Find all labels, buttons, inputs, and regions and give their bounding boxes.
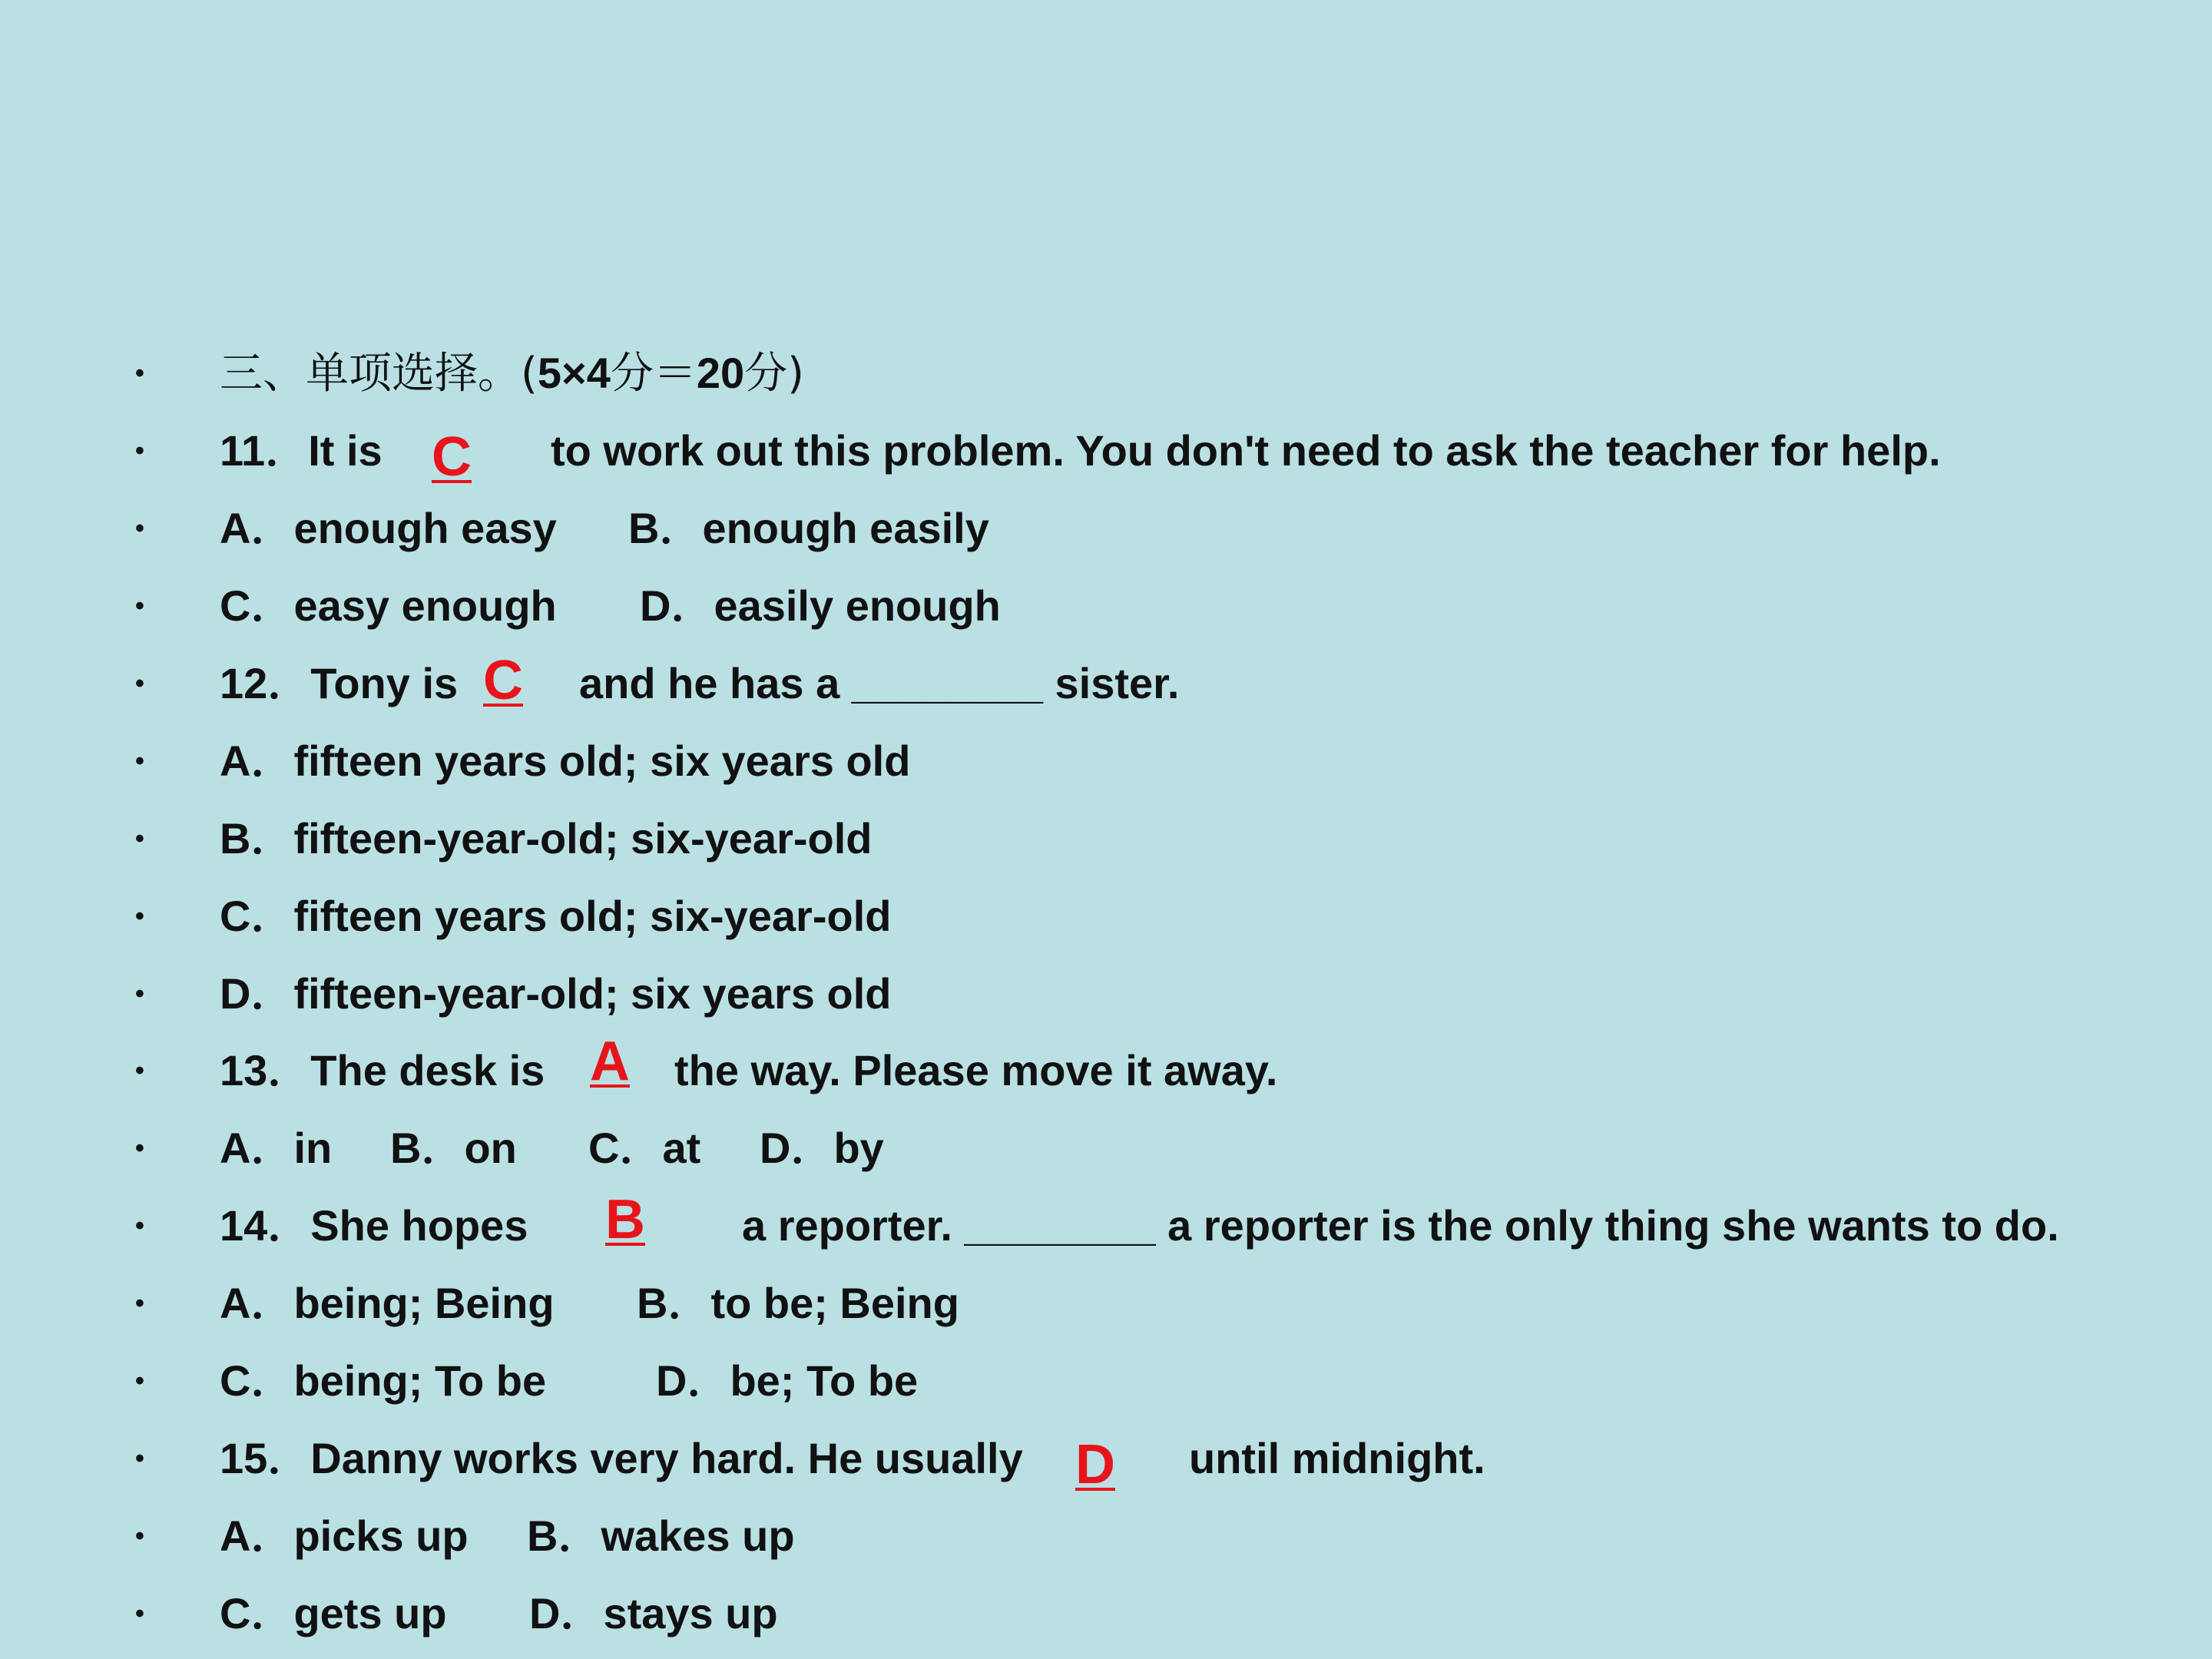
option-b: B．enough easily	[628, 504, 989, 552]
heading-unit: 分	[610, 349, 654, 399]
option-d: D．fifteen-year-old; six years old	[220, 969, 892, 1018]
bullet: •	[135, 902, 144, 931]
bullet: •	[135, 1289, 144, 1318]
options-row	[0, 568, 2212, 644]
heading-unit-2: 分	[744, 349, 788, 399]
question-13	[0, 1032, 2212, 1109]
question-stem-after: until midnight.	[1189, 1434, 1485, 1482]
options-row	[0, 1110, 2212, 1187]
heading-score-total: 20	[696, 349, 745, 397]
heading-equals: ＝	[653, 349, 697, 399]
bullet: •	[135, 1522, 144, 1551]
bullet: •	[135, 436, 144, 465]
bullet: •	[135, 1366, 144, 1396]
question-15	[0, 1420, 2212, 1497]
options-row	[0, 490, 2212, 567]
option-b: B．wakes up	[527, 1512, 795, 1560]
answer-mark: C	[432, 426, 472, 488]
question-stem-after: to work out this problem. You don't need to ask the teacher for help.	[551, 426, 1941, 475]
bullet: •	[135, 979, 144, 1008]
bullet: •	[135, 747, 144, 776]
heading-paren-close: )	[787, 349, 805, 399]
heading-text	[220, 335, 804, 412]
bullet: •	[135, 1211, 144, 1240]
option-d: D．by	[760, 1124, 884, 1172]
section-heading	[0, 335, 2212, 412]
question-stem-before: 12．Tony is	[220, 659, 459, 707]
option-row	[0, 723, 2212, 800]
question-stem-before: 15．Danny works very hard. He usually	[220, 1434, 1023, 1482]
option-d: D．easily enough	[640, 581, 1001, 630]
options-row	[0, 1265, 2212, 1342]
bullet: •	[135, 669, 144, 698]
option-row	[0, 878, 2212, 955]
option-a: A．in	[220, 1124, 333, 1172]
bullet: •	[135, 359, 144, 388]
option-a: A．enough easy	[220, 504, 557, 552]
option-c: C．being; To be	[220, 1356, 547, 1405]
option-d: D．be; To be	[656, 1356, 919, 1405]
option-c: C．gets up	[220, 1589, 447, 1637]
option-c: C．fifteen years old; six-year-old	[220, 892, 892, 940]
option-a: A．picks up	[220, 1512, 469, 1560]
options-row	[0, 1343, 2212, 1419]
answer-mark: C	[483, 650, 523, 711]
heading-score-multiplier: 5×4	[537, 349, 611, 397]
bullet: •	[135, 1599, 144, 1628]
heading-prefix: 三、单项选择。	[220, 349, 521, 399]
question-stem-before: 13．The desk is	[220, 1046, 545, 1094]
question-11	[0, 412, 2212, 489]
option-b: B．to be; Being	[637, 1279, 959, 1327]
options-row	[0, 1575, 2212, 1652]
question-stem-after: a reporter. ________ a reporter is the only thing she wants to do.	[742, 1201, 2059, 1250]
question-stem-before: 11．It is	[220, 426, 382, 475]
question-14	[0, 1187, 2212, 1264]
option-row	[0, 955, 2212, 1032]
question-stem-before: 14．She hopes	[220, 1201, 528, 1250]
bullet: •	[135, 1444, 144, 1473]
options-row	[0, 1498, 2212, 1575]
option-a: A．fifteen years old; six years old	[220, 737, 911, 785]
option-row	[0, 800, 2212, 877]
question-stem-after: and he has a ________ sister.	[579, 659, 1180, 707]
answer-mark: A	[590, 1031, 630, 1092]
option-b: B．fifteen-year-old; six-year-old	[220, 814, 873, 863]
bullet: •	[135, 514, 144, 543]
question-12	[0, 645, 2212, 722]
option-c: C．at	[588, 1124, 701, 1172]
answer-mark: D	[1075, 1434, 1115, 1495]
option-d: D．stays up	[529, 1589, 778, 1637]
bullet: •	[135, 1056, 144, 1085]
bullet: •	[135, 591, 144, 621]
option-c: C．easy enough	[220, 581, 557, 630]
bullet: •	[135, 1134, 144, 1163]
option-b: B．on	[390, 1124, 517, 1172]
question-stem-after: the way. Please move it away.	[674, 1046, 1278, 1094]
bullet: •	[135, 824, 144, 853]
answer-mark: B	[605, 1189, 645, 1250]
heading-paren-open: (	[521, 349, 538, 399]
option-a: A．being; Being	[220, 1279, 555, 1327]
